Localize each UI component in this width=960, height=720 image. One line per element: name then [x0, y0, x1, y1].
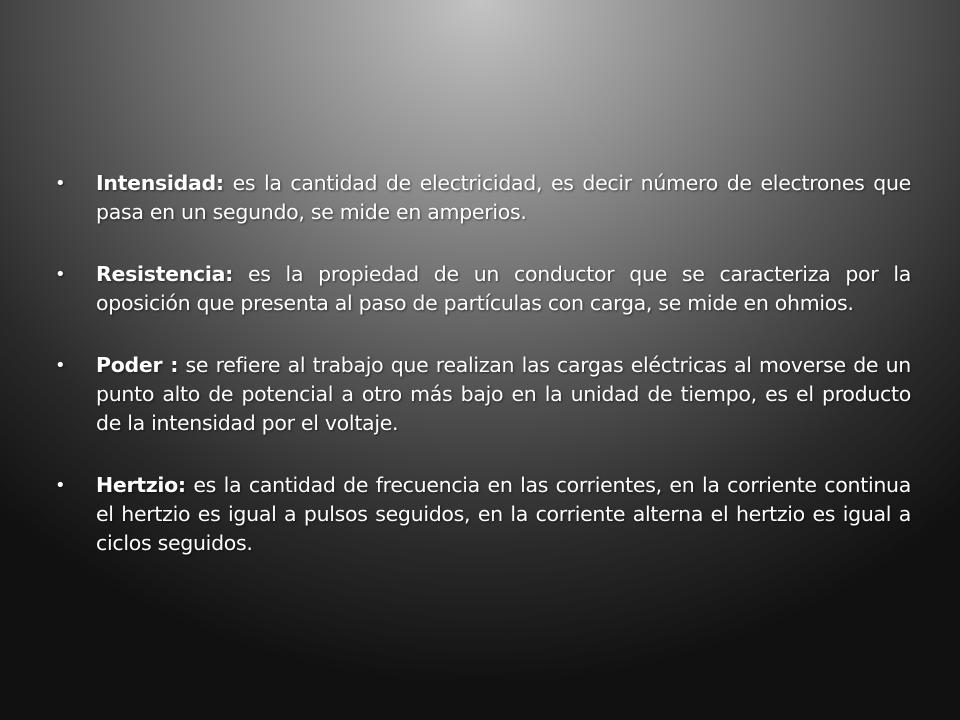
definition-text: es la cantidad de frecuencia en las corrientes, en la corriente continua el hertzio es igual a pulsos seguidos, en la corriente alterna el hertzio es igual a ciclos seguidos. [96, 473, 911, 555]
definition-text: es la cantidad de electricidad, es decir número de electrones que pasa en un segundo, se mide en amperios. [96, 171, 911, 224]
definition-term: Hertzio: [96, 473, 186, 497]
bullet-icon: • [55, 355, 66, 376]
definition-item-intensidad [55, 169, 911, 227]
definition-text: es la propiedad de un conductor que se caracteriza por la oposición que presenta al paso de partículas con carga, se mide en ohmios. [96, 262, 911, 315]
definition-term: Poder : [96, 353, 179, 377]
definition-item-hertzio [55, 471, 911, 558]
definition-term: Intensidad: [96, 171, 224, 195]
definition-item-resistencia [55, 260, 911, 318]
bullet-icon: • [55, 264, 66, 285]
definition-item-poder [55, 351, 911, 438]
definition-text: se refiere al trabajo que realizan las cargas eléctricas al moverse de un punto alto de potencial a otro más bajo en la unidad de tiempo, es el producto de la intensidad por el voltaje. [96, 353, 911, 435]
bullet-icon: • [55, 475, 66, 496]
bullet-icon: • [55, 173, 66, 194]
definition-list [55, 169, 911, 558]
definition-term: Resistencia: [96, 262, 234, 286]
